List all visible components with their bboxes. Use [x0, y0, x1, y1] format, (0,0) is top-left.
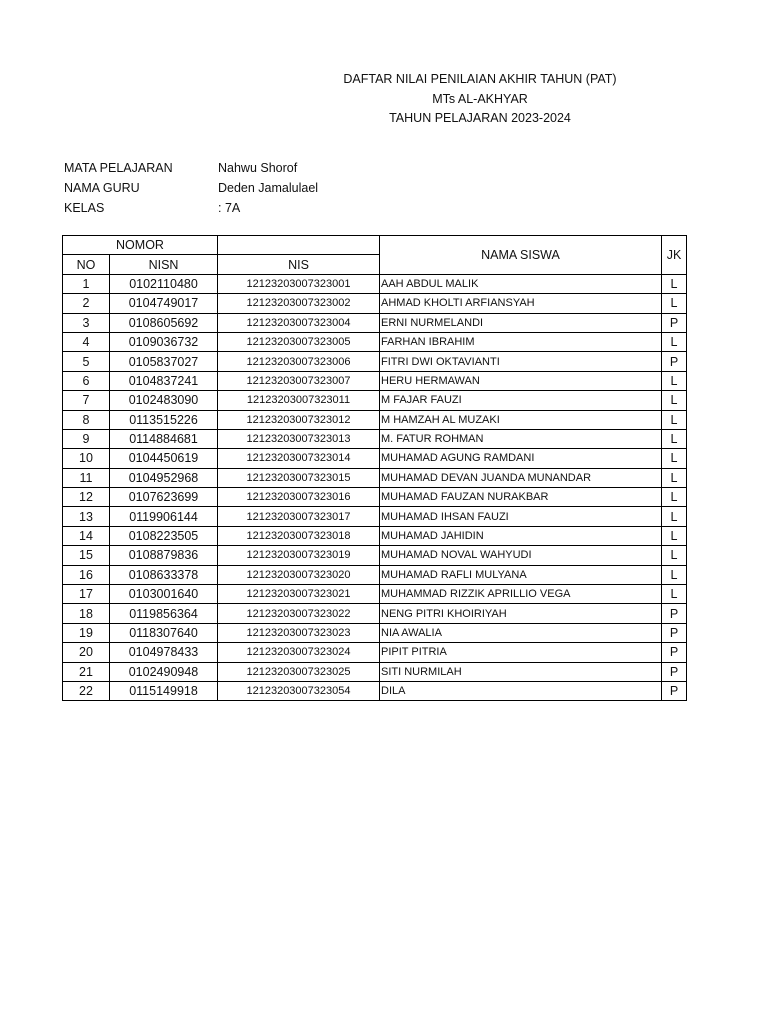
header-no: NO — [63, 255, 110, 274]
cell-jk: L — [662, 468, 687, 487]
cell-jk: L — [662, 585, 687, 604]
cell-nama-siswa: NIA AWALIA — [380, 623, 662, 642]
cell-nisn: 0118307640 — [110, 623, 218, 642]
table-row — [63, 662, 687, 681]
cell-nisn: 0114884681 — [110, 429, 218, 448]
cell-nama-siswa: M FAJAR FAUZI — [380, 391, 662, 410]
table-row — [63, 313, 687, 332]
meta-subject-row — [64, 158, 318, 178]
school-name: MTs AL-AKHYAR — [432, 91, 528, 106]
cell-no: 9 — [63, 429, 110, 448]
subject-label: MATA PELAJARAN — [64, 161, 173, 175]
cell-nisn: 0105837027 — [110, 352, 218, 371]
cell-nisn: 0102483090 — [110, 391, 218, 410]
cell-nisn: 0104837241 — [110, 371, 218, 390]
cell-nisn: 0119856364 — [110, 604, 218, 623]
cell-no: 8 — [63, 410, 110, 429]
cell-nis: 12123203007323001 — [218, 274, 380, 293]
cell-nis: 12123203007323023 — [218, 623, 380, 642]
cell-nis: 12123203007323014 — [218, 449, 380, 468]
cell-nisn: 0108605692 — [110, 313, 218, 332]
table-row — [63, 681, 687, 700]
cell-no: 5 — [63, 352, 110, 371]
cell-nis: 12123203007323054 — [218, 681, 380, 700]
header-nomor: NOMOR — [63, 236, 218, 255]
cell-jk: L — [662, 488, 687, 507]
cell-no: 15 — [63, 546, 110, 565]
cell-no: 12 — [63, 488, 110, 507]
cell-no: 16 — [63, 565, 110, 584]
cell-jk: P — [662, 313, 687, 332]
cell-nis: 12123203007323017 — [218, 507, 380, 526]
cell-nisn: 0104952968 — [110, 468, 218, 487]
cell-nis: 12123203007323007 — [218, 371, 380, 390]
student-table — [62, 235, 687, 701]
cell-jk: P — [662, 681, 687, 700]
cell-jk: L — [662, 429, 687, 448]
header-nama-siswa: NAMA SISWA — [380, 236, 662, 275]
document-meta — [64, 158, 318, 218]
cell-nama-siswa: FITRI DWI OKTAVIANTI — [380, 352, 662, 371]
cell-nisn: 0113515226 — [110, 410, 218, 429]
cell-nama-siswa: M HAMZAH AL MUZAKI — [380, 410, 662, 429]
cell-jk: L — [662, 507, 687, 526]
cell-no: 20 — [63, 643, 110, 662]
table-row — [63, 410, 687, 429]
cell-no: 11 — [63, 468, 110, 487]
cell-nis: 12123203007323025 — [218, 662, 380, 681]
document-title: DAFTAR NILAI PENILAIAN AKHIR TAHUN (PAT) — [343, 72, 617, 86]
cell-nisn: 0104749017 — [110, 294, 218, 313]
cell-nis: 12123203007323022 — [218, 604, 380, 623]
cell-nis: 12123203007323011 — [218, 391, 380, 410]
cell-nis: 12123203007323006 — [218, 352, 380, 371]
table-row — [63, 332, 687, 351]
meta-class-row — [64, 198, 318, 218]
cell-nama-siswa: AHMAD KHOLTI ARFIANSYAH — [380, 294, 662, 313]
table-row — [63, 371, 687, 390]
cell-no: 2 — [63, 294, 110, 313]
cell-nisn: 0104978433 — [110, 643, 218, 662]
cell-nama-siswa: MUHAMAD NOVAL WAHYUDI — [380, 546, 662, 565]
cell-nama-siswa: ERNI NURMELANDI — [380, 313, 662, 332]
cell-nama-siswa: MUHAMAD AGUNG RAMDANI — [380, 449, 662, 468]
cell-nis: 12123203007323015 — [218, 468, 380, 487]
table-row — [63, 488, 687, 507]
table-row — [63, 585, 687, 604]
cell-nisn: 0119906144 — [110, 507, 218, 526]
cell-jk: P — [662, 662, 687, 681]
table-row — [63, 468, 687, 487]
academic-year: TAHUN PELAJARAN 2023-2024 — [389, 111, 571, 125]
table-row — [63, 294, 687, 313]
cell-nisn: 0115149918 — [110, 681, 218, 700]
table-row — [63, 623, 687, 642]
cell-jk: P — [662, 643, 687, 662]
cell-jk: L — [662, 565, 687, 584]
table-row — [63, 643, 687, 662]
cell-nis: 12123203007323024 — [218, 643, 380, 662]
cell-no: 14 — [63, 526, 110, 545]
cell-nisn: 0108223505 — [110, 526, 218, 545]
teacher-label: NAMA GURU — [64, 181, 140, 195]
header-nis: NIS — [218, 255, 380, 274]
cell-no: 3 — [63, 313, 110, 332]
cell-no: 7 — [63, 391, 110, 410]
cell-no: 22 — [63, 681, 110, 700]
cell-jk: L — [662, 546, 687, 565]
cell-nama-siswa: MUHAMAD FAUZAN NURAKBAR — [380, 488, 662, 507]
table-row — [63, 546, 687, 565]
cell-jk: L — [662, 294, 687, 313]
cell-no: 6 — [63, 371, 110, 390]
table-row — [63, 352, 687, 371]
cell-nis: 12123203007323005 — [218, 332, 380, 351]
cell-nama-siswa: DILA — [380, 681, 662, 700]
cell-nisn: 0108879836 — [110, 546, 218, 565]
cell-nama-siswa: M. FATUR ROHMAN — [380, 429, 662, 448]
cell-no: 4 — [63, 332, 110, 351]
cell-nisn: 0109036732 — [110, 332, 218, 351]
cell-jk: L — [662, 391, 687, 410]
cell-nama-siswa: MUHAMAD DEVAN JUANDA MUNANDAR — [380, 468, 662, 487]
cell-nisn: 0102490948 — [110, 662, 218, 681]
cell-nis: 12123203007323020 — [218, 565, 380, 584]
header-jk: JK — [662, 236, 687, 275]
cell-nis: 12123203007323002 — [218, 294, 380, 313]
cell-nama-siswa: MUHAMMAD RIZZIK APRILLIO VEGA — [380, 585, 662, 604]
table-header-row-1 — [63, 236, 687, 255]
cell-jk: L — [662, 371, 687, 390]
class-value: : 7A — [218, 201, 241, 215]
cell-jk: L — [662, 449, 687, 468]
cell-jk: P — [662, 352, 687, 371]
cell-nis: 12123203007323019 — [218, 546, 380, 565]
header-nisn: NISN — [110, 255, 218, 274]
cell-jk: L — [662, 332, 687, 351]
teacher-value: Deden Jamalulael — [218, 181, 319, 195]
cell-no: 13 — [63, 507, 110, 526]
cell-no: 1 — [63, 274, 110, 293]
cell-nis: 12123203007323012 — [218, 410, 380, 429]
table-row — [63, 274, 687, 293]
table-row — [63, 429, 687, 448]
cell-nama-siswa: MUHAMAD JAHIDIN — [380, 526, 662, 545]
cell-no: 19 — [63, 623, 110, 642]
cell-nisn: 0102110480 — [110, 274, 218, 293]
cell-nis: 12123203007323013 — [218, 429, 380, 448]
table-row — [63, 526, 687, 545]
cell-nisn: 0107623699 — [110, 488, 218, 507]
cell-nama-siswa: MUHAMAD RAFLI MULYANA — [380, 565, 662, 584]
header-nis-blank — [218, 236, 380, 255]
cell-no: 18 — [63, 604, 110, 623]
cell-nama-siswa: FARHAN IBRAHIM — [380, 332, 662, 351]
cell-nis: 12123203007323004 — [218, 313, 380, 332]
cell-jk: L — [662, 410, 687, 429]
cell-jk: P — [662, 623, 687, 642]
cell-nis: 12123203007323016 — [218, 488, 380, 507]
table-row — [63, 449, 687, 468]
cell-no: 21 — [63, 662, 110, 681]
cell-nama-siswa: PIPIT PITRIA — [380, 643, 662, 662]
table-row — [63, 391, 687, 410]
cell-nis: 12123203007323018 — [218, 526, 380, 545]
student-table-body — [63, 236, 687, 701]
cell-nis: 12123203007323021 — [218, 585, 380, 604]
cell-jk: P — [662, 604, 687, 623]
document-header — [300, 70, 660, 129]
cell-nisn: 0103001640 — [110, 585, 218, 604]
table-row — [63, 507, 687, 526]
meta-teacher-row — [64, 178, 318, 198]
cell-nisn: 0104450619 — [110, 449, 218, 468]
cell-no: 10 — [63, 449, 110, 468]
cell-nama-siswa: SITI NURMILAH — [380, 662, 662, 681]
cell-nisn: 0108633378 — [110, 565, 218, 584]
cell-nama-siswa: AAH ABDUL MALIK — [380, 274, 662, 293]
table-row — [63, 565, 687, 584]
cell-jk: L — [662, 526, 687, 545]
class-label: KELAS — [64, 201, 105, 215]
table-row — [63, 604, 687, 623]
cell-nama-siswa: HERU HERMAWAN — [380, 371, 662, 390]
cell-jk: L — [662, 274, 687, 293]
cell-nama-siswa: NENG PITRI KHOIRIYAH — [380, 604, 662, 623]
subject-value: Nahwu Shorof — [218, 161, 298, 175]
cell-no: 17 — [63, 585, 110, 604]
cell-nama-siswa: MUHAMAD IHSAN FAUZI — [380, 507, 662, 526]
